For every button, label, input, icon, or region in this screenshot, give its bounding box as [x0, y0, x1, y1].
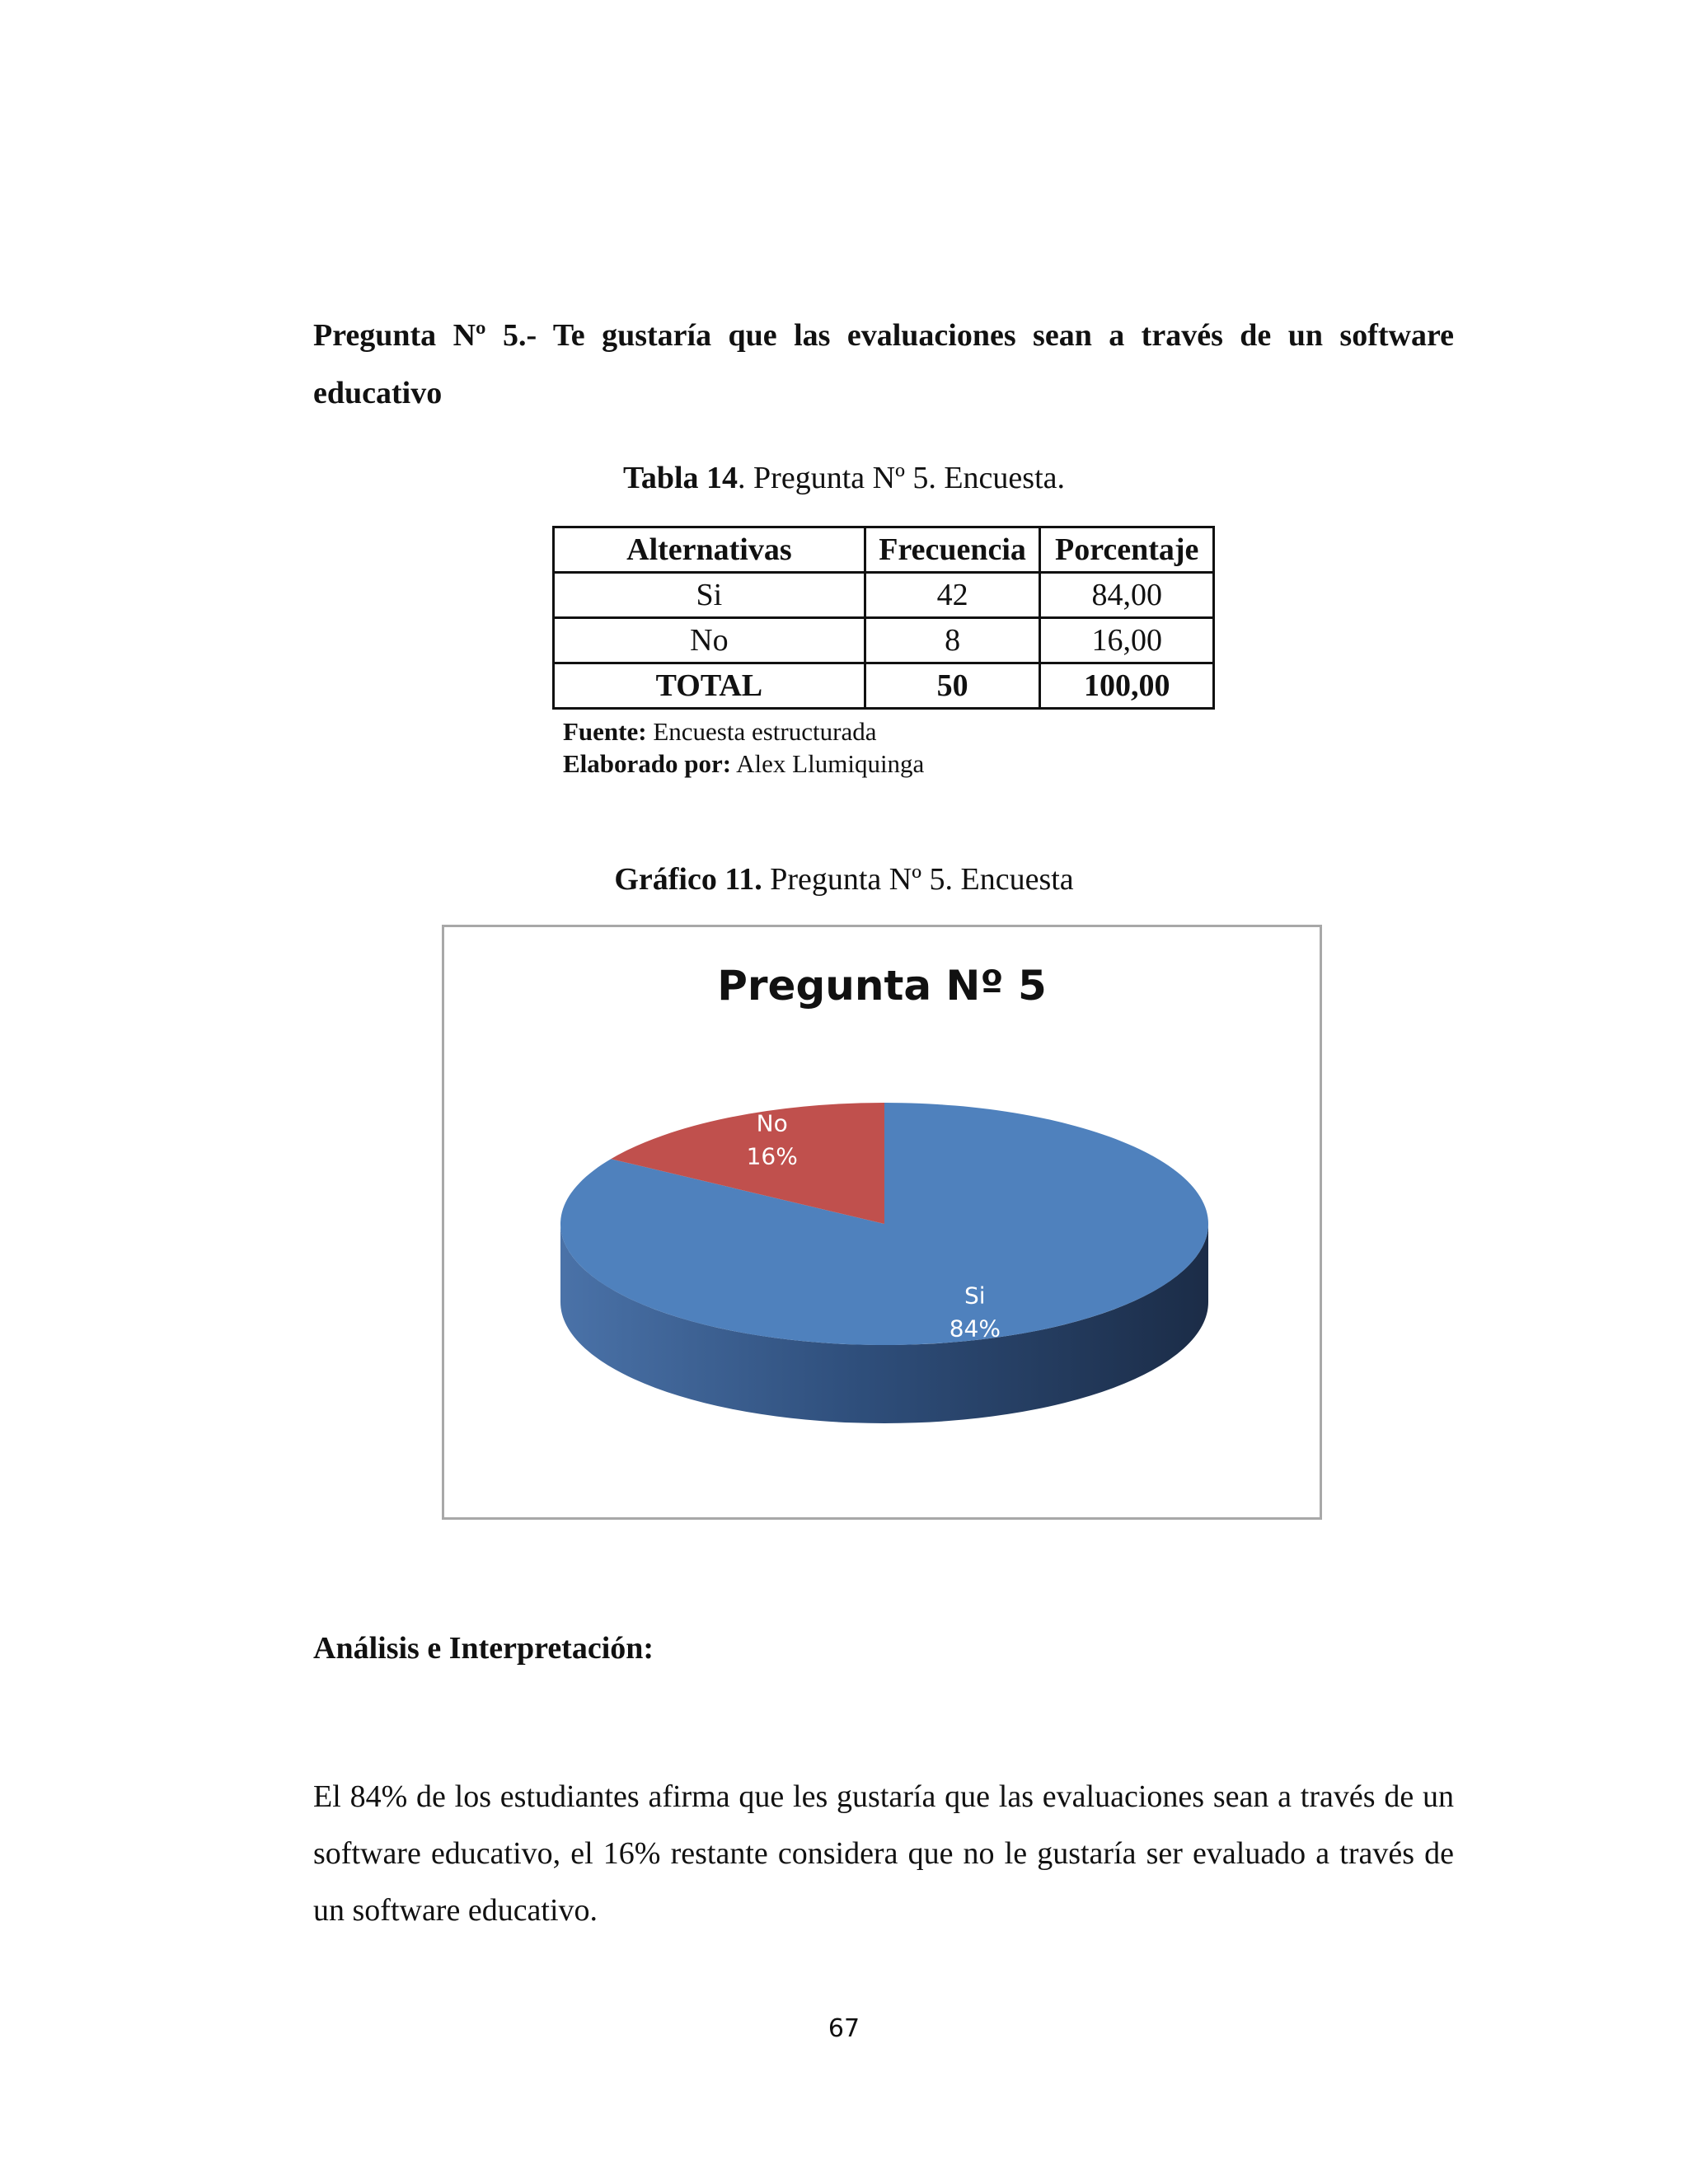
table-caption-label: Tabla 14 [622, 461, 738, 495]
table-row [554, 618, 1214, 663]
table-cell: 16,00 [1040, 618, 1214, 663]
author-value: Alex Llumiquinga [736, 749, 925, 778]
table-cell: 84,00 [1040, 573, 1214, 618]
table-cell: 8 [865, 618, 1040, 663]
slice-label-no: No [756, 1109, 788, 1137]
table-header-cell: Frecuencia [865, 527, 1040, 573]
survey-table [552, 526, 1215, 710]
source-value: Encuesta estructurada [653, 717, 877, 746]
table-caption-text: . Pregunta Nº 5. Encuesta. [738, 461, 1066, 495]
table-header-cell: Porcentaje [1040, 527, 1214, 573]
chart-caption-text: Pregunta Nº 5. Encuesta [762, 862, 1074, 897]
author-label: Elaborado por: [563, 749, 732, 778]
slice-label-si: Si [964, 1282, 986, 1310]
chart-caption [0, 861, 1688, 898]
table-cell: 100,00 [1040, 663, 1214, 709]
table-total-row [554, 663, 1214, 709]
table-notes [563, 715, 924, 780]
chart-title: Pregunta Nº 5 [717, 962, 1047, 1010]
page-number: 67 [828, 2014, 860, 2043]
table-cell: Si [554, 573, 865, 618]
pie-chart-frame [442, 925, 1322, 1520]
source-label: Fuente: [563, 717, 647, 746]
pie-chart [444, 927, 1320, 1517]
analysis-paragraph: El 84% de los estudiantes afirma que les gustaría que las evaluaciones sean a través de un software educativo, el 16% restante considera que no le gustaría ser evaluado a través de un software educativo. [313, 1779, 1454, 1928]
table-cell: TOTAL [554, 663, 865, 709]
author-note [563, 748, 924, 780]
slice-percent-si: 84% [949, 1315, 1001, 1343]
chart-caption-label: Gráfico 11. [614, 862, 762, 897]
table-header-row [554, 527, 1214, 573]
table-header-cell: Alternativas [554, 527, 865, 573]
table-cell: 42 [865, 573, 1040, 618]
slice-percent-no: 16% [746, 1142, 798, 1170]
table-cell: No [554, 618, 865, 663]
analysis-heading: Análisis e Interpretación: [313, 1631, 654, 1666]
table-caption [0, 460, 1688, 496]
source-note [563, 715, 924, 748]
question-heading: Pregunta Nº 5.- Te gustaría que las evaluaciones sean a través de un software educativo [313, 318, 1454, 410]
table-cell: 50 [865, 663, 1040, 709]
table-row [554, 573, 1214, 618]
